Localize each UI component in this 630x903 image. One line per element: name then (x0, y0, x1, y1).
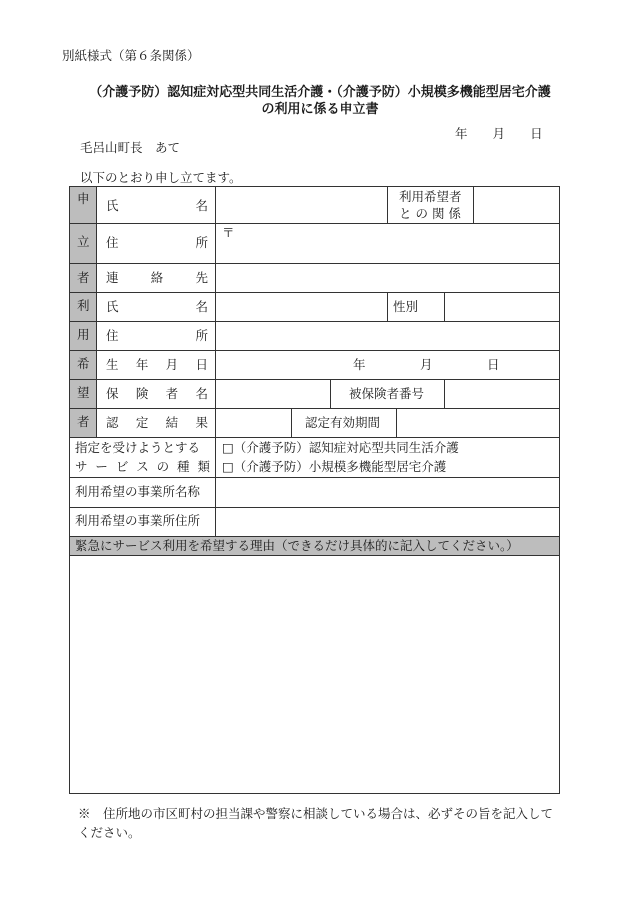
relation-col-right (473, 187, 474, 223)
date-year: 年 (455, 126, 468, 141)
document-title: （介護予防）認知症対応型共同生活介護・（介護予防）小規模多機能型居宅介護 (89, 85, 551, 100)
label-column-line (215, 187, 216, 536)
row-line (70, 507, 559, 508)
side-char: 立 (77, 234, 90, 249)
cert-period-col (396, 408, 397, 437)
document-title-line2: の利用に係る申立書 (261, 102, 379, 117)
side-char: 申 (77, 191, 90, 206)
insured-no-col (444, 379, 445, 408)
addressee: 毛呂山町長 あて (80, 140, 181, 155)
certification-period-label: 認定有効期間 (305, 415, 381, 430)
birth-day-marker: 日 (487, 357, 500, 372)
relation-label: 利用希望者 (399, 189, 462, 204)
user-name-label: 氏 名 (106, 299, 208, 314)
footnote: ※ 住所地の市区町村の担当課や警察に相談している場合は、必ずその旨を記入してください。 (78, 806, 554, 840)
birth-month-marker: 月 (420, 357, 433, 372)
intro-text: 以下のとおり申し立てます。 (80, 170, 242, 185)
date-day: 日 (530, 126, 543, 141)
row-line (70, 408, 559, 409)
side-char: 者 (77, 414, 90, 429)
row-line (70, 321, 559, 322)
date-month: 月 (492, 126, 506, 141)
date-line (455, 124, 543, 142)
relation-label-2: と の 関 係 (399, 206, 461, 221)
row-line (70, 350, 559, 351)
side-char: 用 (77, 327, 90, 342)
birth-label: 生 年 月 日 (106, 357, 208, 372)
form-reference: 別紙様式（第６条関係） (62, 48, 200, 63)
cert-col (291, 408, 292, 437)
service-option-small-multi[interactable]: □（介護予防）小規模多機能型居宅介護 (222, 459, 447, 474)
row-line (70, 379, 559, 380)
office-name-label: 利用希望の事業所名称 (75, 484, 201, 499)
insured-number-label: 被保険者番号 (349, 386, 425, 401)
certification-label: 認 定 結 果 (106, 415, 208, 430)
side-char: 希 (77, 356, 90, 371)
contact-label: 連 絡 先 (106, 270, 208, 285)
row-line (70, 437, 559, 438)
reason-label: 緊急にサービス利用を希望する理由（できるだけ具体的に記入してください。） (75, 538, 519, 553)
row-line (70, 536, 559, 537)
row-line (70, 292, 559, 293)
service-option-group-home[interactable]: □（介護予防）認知症対応型共同生活介護 (222, 440, 459, 455)
sex-col-right (444, 292, 445, 321)
side-column-line (96, 187, 97, 437)
birth-year-marker: 年 (353, 357, 366, 372)
postal-mark: 〒 (222, 225, 235, 240)
side-char: 望 (77, 385, 90, 400)
office-address-label: 利用希望の事業所住所 (75, 513, 201, 528)
sex-label: 性別 (393, 299, 419, 314)
relation-col-left (387, 187, 388, 223)
side-char: 者 (77, 270, 90, 285)
applicant-name-label: 氏 名 (106, 198, 208, 213)
applicant-address-label: 住 所 (106, 235, 208, 250)
sex-col-left (387, 292, 388, 321)
insurer-col (330, 379, 331, 408)
side-char: 利 (77, 298, 90, 313)
service-label-2: サ ー ビ ス の 種 類 (75, 459, 210, 474)
insurer-label: 保 険 者 名 (106, 386, 208, 401)
row-line (70, 477, 559, 478)
reason-input-area[interactable] (70, 556, 559, 793)
user-address-label: 住 所 (106, 328, 208, 343)
row-line (70, 223, 559, 224)
row-line (70, 263, 559, 264)
service-label: 指定を受けようとする (75, 440, 201, 455)
